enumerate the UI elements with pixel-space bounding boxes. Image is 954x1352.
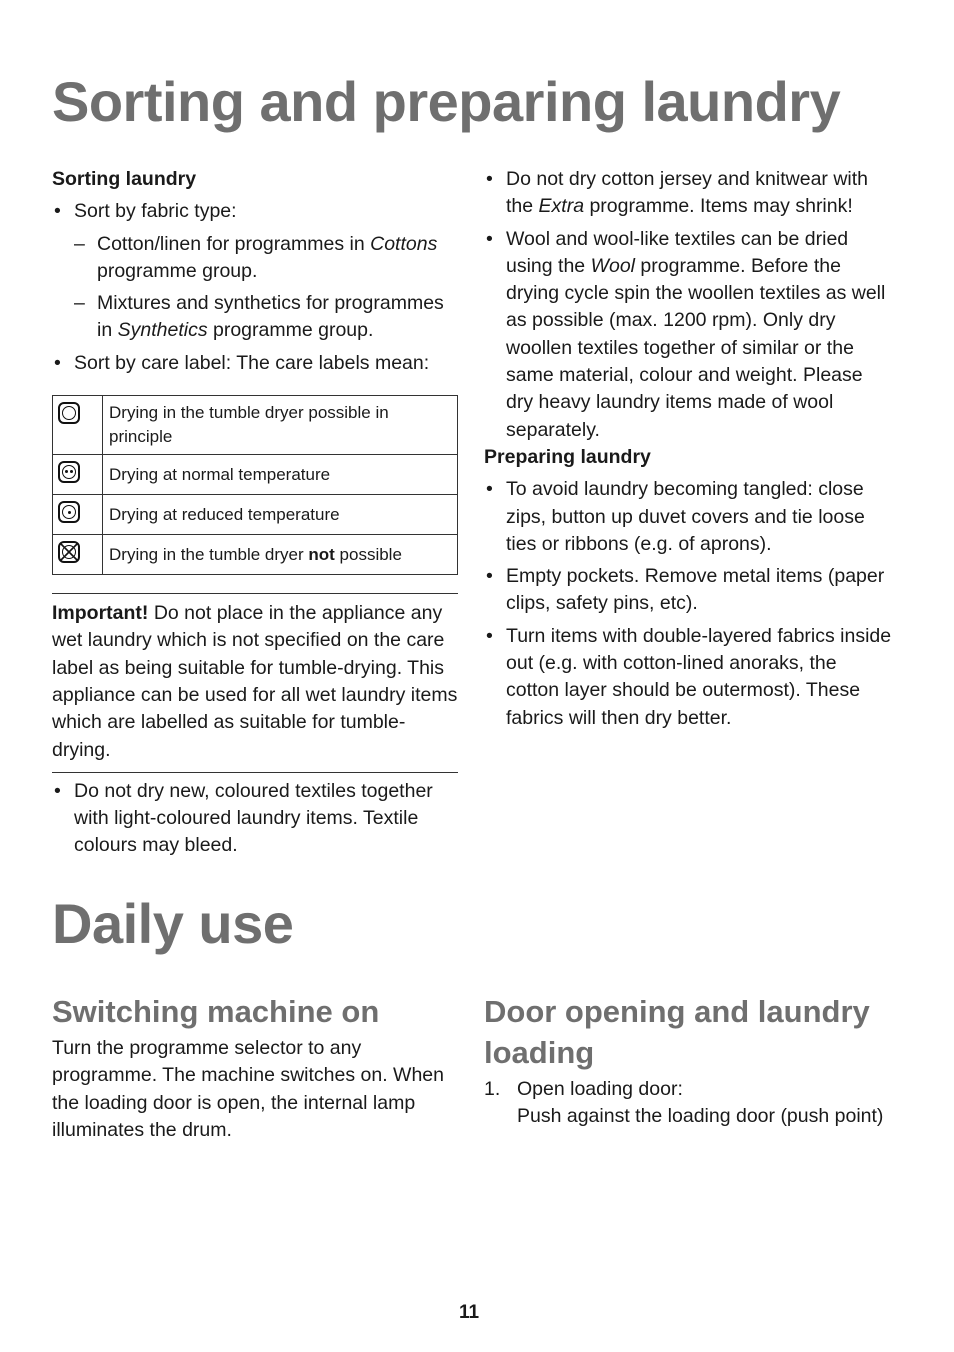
- switching-heading: Switching machine on: [52, 994, 380, 1029]
- text: Wool and wool-like textiles can be dried using the: [506, 227, 849, 277]
- programme-name: Cottons: [370, 232, 438, 255]
- tumble-dry-normal-icon: [58, 461, 80, 483]
- table-row: [53, 535, 458, 575]
- page-title: Sorting and preparing laundry: [52, 70, 841, 133]
- emphasis: not: [308, 544, 335, 564]
- left-column: [52, 166, 460, 860]
- list-item: [484, 226, 892, 444]
- list-item: • Do not dry new, coloured textiles together with light-coloured laundry items. Textile colours may bleed.: [52, 778, 460, 860]
- tumble-dry-reduced-icon: [58, 501, 80, 523]
- list-item: [484, 166, 892, 221]
- table-row: [53, 396, 458, 455]
- door-heading: Door opening and laundry loading: [484, 994, 870, 1070]
- list-item: [484, 1076, 904, 1131]
- table-row: [53, 455, 458, 495]
- step-text: Push against the loading door (push point): [517, 1105, 884, 1128]
- table-cell: Drying at normal temperature: [103, 455, 458, 495]
- door-steps: [484, 1076, 904, 1131]
- no-tumble-dry-icon: [58, 541, 80, 563]
- list-item: • Sort by care label: The care labels mean:: [52, 350, 460, 377]
- text: programme. Before the drying cycle spin the woollen textiles as well as possible (max. 1200 rpm). Only dry woollen textiles together of similar or the same material, colour and weight. Please dry heavy laundry items made of wool separately.: [506, 254, 886, 441]
- programme-name: Extra: [538, 195, 585, 218]
- switching-text: Turn the programme selector to any programme. The machine switches on. When the loading door is open, the internal lamp illuminates the drum.: [52, 1037, 444, 1141]
- text: Drying in the tumble dryer: [109, 544, 309, 564]
- table-row: [53, 495, 458, 535]
- list-item: [52, 290, 460, 345]
- tumble-dry-icon: [58, 402, 80, 424]
- divider: [52, 772, 458, 773]
- list-item: • Turn items with double-layered fabrics inside out (e.g. with cotton-lined anoraks, the cotton layer should be outermost). These fabrics will then dry better.: [484, 623, 892, 732]
- table-cell: [103, 535, 458, 575]
- step-number: 1.: [484, 1078, 501, 1100]
- step-title: Open loading door:: [517, 1078, 683, 1100]
- table-cell: Drying in the tumble dryer possible in principle: [103, 396, 458, 455]
- table-cell: Drying at reduced temperature: [103, 495, 458, 535]
- programme-name: Wool: [590, 254, 635, 277]
- text: programme group.: [97, 259, 258, 282]
- list-item: • Sort by fabric type:: [52, 198, 460, 225]
- text: possible: [334, 544, 402, 564]
- sorting-heading: Sorting laundry: [52, 168, 197, 190]
- divider: [52, 593, 458, 594]
- text: Do not dry cotton jersey and knitwear with the: [506, 168, 869, 218]
- important-note: [52, 600, 460, 764]
- page-number: 11: [458, 1302, 480, 1323]
- text: programme group.: [207, 319, 374, 342]
- important-label: Important!: [52, 602, 149, 625]
- important-text: Do not place in the appliance any wet laundry which is not specified on the care label as being suitable for tumble-drying. This appliance can be used for all wet laundry items which are labelled as suitable for tumble-drying.: [52, 602, 458, 761]
- section-title: Daily use: [52, 892, 294, 955]
- text: Cotton/linen for programmes in: [97, 232, 371, 255]
- list-item: • Empty pockets. Remove metal items (paper clips, safety pins, etc).: [484, 563, 892, 618]
- text: Mixtures and synthetics for programmes in: [97, 292, 444, 342]
- programme-name: Synthetics: [117, 319, 208, 342]
- list-item: • To avoid laundry becoming tangled: close zips, button up duvet covers and tie loose ties or ribbons (e.g. of aprons).: [484, 476, 892, 558]
- right-column: [484, 166, 892, 732]
- list-item: [52, 231, 460, 286]
- text: programme. Items may shrink!: [584, 195, 853, 218]
- preparing-heading: Preparing laundry: [484, 445, 651, 468]
- care-label-table: [52, 395, 458, 575]
